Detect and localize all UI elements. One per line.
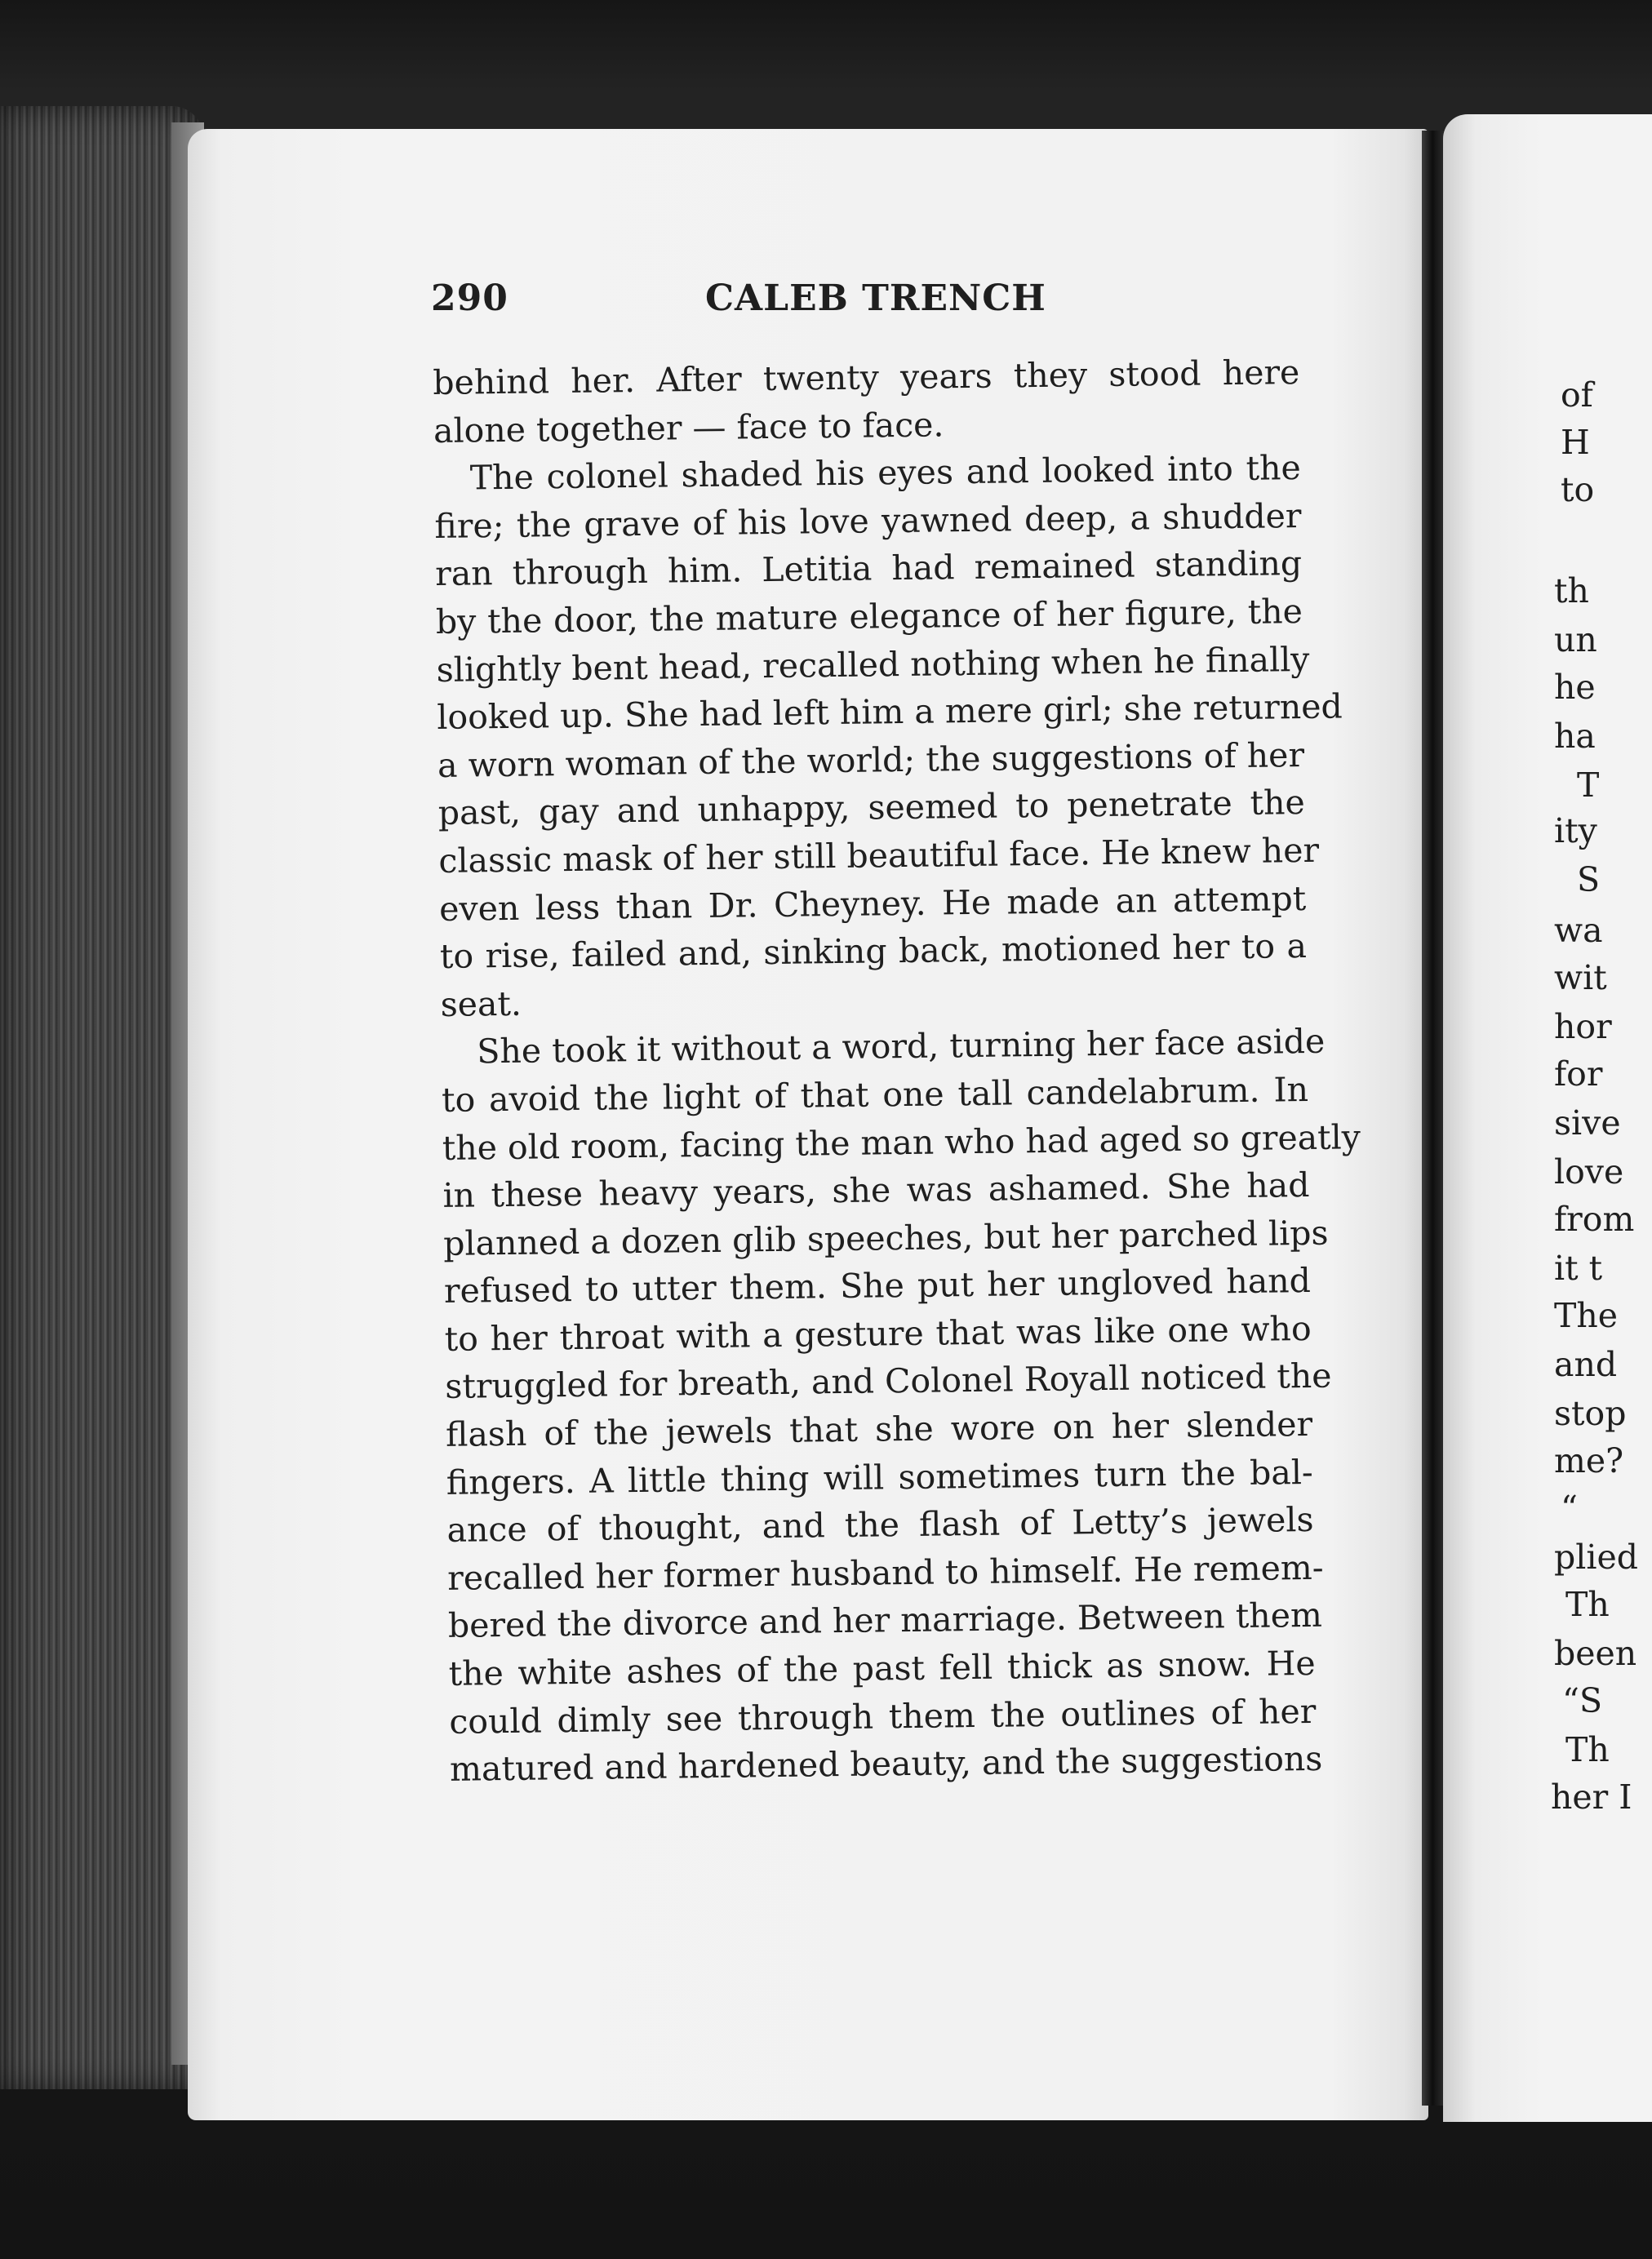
facing-text-fragment: and — [1554, 1345, 1618, 1384]
facing-text-fragment: wa — [1554, 911, 1603, 950]
text-line: seat. — [440, 983, 522, 1024]
right-page — [1443, 114, 1652, 2122]
text-line: She took it without a word, turning her face aside — [477, 1022, 1326, 1072]
text-line: The colonel shaded his eyes and looked into the — [469, 448, 1301, 498]
facing-text-fragment: wit — [1554, 958, 1607, 997]
text-line: recalled her former husband to himself. He remem- — [446, 1547, 1324, 1598]
text-line: bered the divorce and her marriage. Between them — [447, 1596, 1323, 1646]
facing-text-fragment: from — [1554, 1200, 1635, 1239]
facing-text-fragment: The — [1554, 1296, 1619, 1335]
text-line: fingers. A little thing will sometimes turn the bal- — [446, 1452, 1314, 1502]
text-line: matured and hardened beauty, and the suggestions — [449, 1739, 1323, 1790]
facing-text-fragment: S — [1577, 860, 1601, 899]
text-line: past, gay and unhappy, seemed to penetrate the — [437, 783, 1306, 833]
text-line: could dimly see through them the outlines of her — [449, 1691, 1317, 1742]
page-edge-stack — [0, 106, 204, 2089]
facing-text-fragment: “S — [1562, 1681, 1603, 1720]
text-line: the old room, facing the man who had aged so greatly — [442, 1116, 1361, 1168]
facing-text-fragment: H — [1561, 423, 1590, 462]
facing-text-fragment: th — [1554, 571, 1589, 610]
text-line: the white ashes of the past fell thick as snow. He — [448, 1643, 1316, 1693]
facing-text-fragment: hor — [1554, 1007, 1612, 1046]
facing-text-fragment: of — [1561, 375, 1593, 415]
text-line: refused to utter them. She put her ungloved hand — [443, 1261, 1312, 1311]
running-title: CALEB TRENCH — [705, 277, 1046, 319]
facing-text-fragment: un — [1554, 620, 1597, 659]
facing-text-fragment: to — [1561, 470, 1595, 509]
text-line: to her throat with a gesture that was like one who — [444, 1308, 1312, 1359]
facing-text-fragment: stop — [1554, 1394, 1627, 1433]
facing-text-fragment: ity — [1554, 811, 1597, 850]
book-gutter — [1422, 131, 1443, 2106]
text-line: to avoid the light of that one tall candelabrum. In — [441, 1069, 1309, 1120]
facing-text-fragment: her I — [1551, 1777, 1632, 1817]
text-line: a worn woman of the world; the suggestions of her — [437, 735, 1305, 785]
text-line: ance of thought, and the flash of Letty’s jewels — [446, 1500, 1314, 1551]
facing-text-fragment: ha — [1554, 717, 1596, 756]
text-line: even less than Dr. Cheyney. He made an attempt — [438, 878, 1307, 929]
facing-text-fragment: plied — [1554, 1538, 1638, 1577]
text-line: fire; the grave of his love yawned deep, a shudder — [434, 495, 1302, 546]
text-line: classic mask of her still beautiful face. He knew her — [438, 830, 1320, 881]
facing-text-fragment: Th — [1565, 1585, 1610, 1624]
facing-text-fragment: he — [1554, 668, 1596, 707]
facing-text-fragment: sive — [1554, 1103, 1621, 1143]
text-line: alone together — face to face. — [433, 404, 944, 450]
facing-text-fragment: “ — [1561, 1489, 1578, 1528]
text-line: struggled for breath, and Colonel Royall noticed the — [445, 1356, 1332, 1407]
text-line: slightly bent head, recalled nothing when he finally — [436, 639, 1310, 690]
text-line: in these heavy years, she was ashamed. She had — [442, 1165, 1310, 1216]
running-head — [431, 277, 1312, 335]
text-line: planned a dozen glib speeches, but her parched lips — [442, 1213, 1329, 1263]
text-line: ran through him. Letitia had remained standing — [434, 544, 1303, 594]
body-text — [433, 348, 1361, 1794]
facing-text-fragment: T — [1577, 766, 1600, 805]
text-line: flash of the jewels that she wore on her slender — [445, 1404, 1313, 1454]
facing-text-fragment: been — [1554, 1634, 1637, 1673]
facing-text-fragment: love — [1554, 1152, 1624, 1192]
text-line: behind her. After twenty years they stood here — [433, 353, 1300, 402]
facing-text-fragment: for — [1554, 1054, 1603, 1094]
text-line: by the door, the mature elegance of her figure, the — [435, 591, 1303, 641]
text-line: to rise, failed and, sinking back, motioned her to a — [439, 926, 1308, 977]
facing-text-fragment: me? — [1554, 1441, 1624, 1480]
facing-text-fragment: it t — [1554, 1249, 1603, 1288]
page-number: 290 — [431, 277, 508, 319]
text-line: looked up. She had left him a mere girl; she returned — [437, 686, 1343, 738]
facing-text-fragment: Th — [1565, 1730, 1610, 1769]
